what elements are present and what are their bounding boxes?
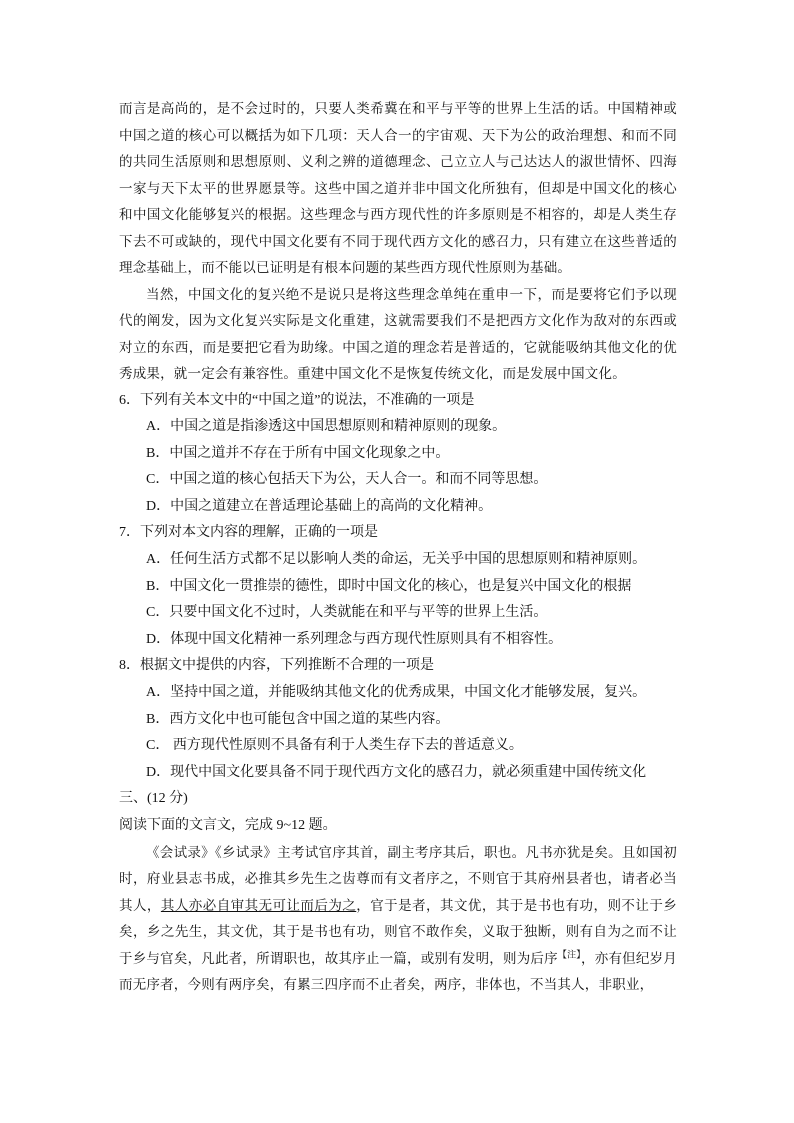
option-a: A．坚持中国之道，并能吸纳其他文化的优秀成果，中国文化才能够发展，复兴。 — [146, 685, 647, 701]
underlined-sentence: 其人亦必自审其无可让而后为之 — [160, 897, 357, 914]
question-6 — [119, 388, 677, 521]
option-c: C．中国之道的核心包括天下为公，天人合一。和而不同等思想。 — [146, 472, 548, 488]
section-heading: 三、(12 分) — [119, 791, 188, 807]
classical-text-part-2: ，官于是者，其文优，其于是书也有功，则不让于乡矣，乡之先生，其文优，其于是书也有功，则官不敢作矣，义取于独断，则有自为之而不让于乡与官矣，凡此者，所谓职也，故其序止一篇，或别有发明，则为后序 — [119, 897, 677, 967]
passage-paragraph-1: 而言是高尚的，是不会过时的，只要人类希冀在和平与平等的世界上生活的话。中国精神或中国之道的核心可以概括为如下几项：天人合一的宇宙观、天下为公的政治理想、和而不同的共同生活原则和思想原则、义利之辨的道德理念、己立立人与己达达人的淑世情怀、四海一家与天下太平的世界愿景等。这些中国之道并非中国文化所独有，但却是中国文化的核心和中国文化能够复兴的根据。这些理念与西方现代性的许多原则是不相容的，却是人类生存下去不可或缺的，现代中国文化要有不同于现代西方文化的感召力，只有建立在这些普适的理念基础上，而不能以已证明是有根本问题的某些西方现代性原则为基础。 — [119, 101, 677, 276]
option-d: D．体现中国文化精神一系列理念与西方现代性原则具有不相容性。 — [146, 631, 563, 647]
question-stem: 7．下列对本文内容的理解，正确的一项是 — [119, 525, 378, 541]
option-d: D．现代中国文化要具备不同于现代西方文化的感召力，就必须重建中国传统文化 — [146, 764, 647, 780]
question-7 — [119, 520, 677, 653]
option-a: A．任何生活方式都不足以影响人类的命运，无关乎中国的思想原则和精神原则。 — [146, 552, 647, 568]
question-stem: 8．根据文中提供的内容，下列推断不合理的一项是 — [119, 658, 434, 674]
option-c: C． 西方现代性原则不具备有利于人类生存下去的普适意义。 — [146, 738, 523, 754]
option-b: B．西方文化中也可能包含中国之道的某些内容。 — [146, 711, 450, 727]
classical-text-part-1: 《会试录》《乡试录》主考试官序其首，副主考序其后，职也。凡书亦犹是矣。且如国初时，府业县志书成，必推其乡先生之齿尊而有文者序之，不则官于其府州县者也，请者必当其人， — [119, 844, 677, 914]
option-c: C．只要中国文化不过时，人类就能在和平与平等的世界上生活。 — [146, 605, 548, 621]
footnote-marker: 【注】 — [557, 950, 582, 961]
question-stem: 6．下列有关本文中的“中国之道”的说法，不准确的一项是 — [119, 392, 475, 408]
classical-text-part-3: ，亦有但纪岁月而无序者，今则有两序矣，有累三四序而不止者矣，两序，非体也，不当其人，非职业， — [119, 950, 678, 994]
section-instruction: 阅读下面的文言文，完成 9~12 题。 — [119, 818, 337, 833]
question-8 — [119, 653, 677, 786]
option-d: D．中国之道建立在普适理论基础上的高尚的文化精神。 — [146, 498, 493, 514]
section-3 — [119, 786, 677, 839]
classical-text-passage — [119, 840, 677, 999]
option-b: B．中国之道并不存在于所有中国文化现象之中。 — [146, 445, 450, 461]
passage-paragraph-2: 当然，中国文化的复兴绝不是说只是将这些理念单纯在重申一下，而是要将它们予以现代的阐发，因为文化复兴实际是文化重建，这就需要我们不是把西方文化作为敌对的东西或对立的东西，而是要把它看为助缘。中国之道的理念若是普适的，它就能吸纳其他文化的优秀成果，就一定会有兼容性。重建中国文化不是恢复传统文化，而是发展中国文化。 — [119, 286, 677, 382]
exam-page — [119, 96, 677, 999]
option-a: A．中国之道是指渗透这中国思想原则和精神原则的现象。 — [146, 419, 507, 435]
option-b: B．中国文化一贯推崇的德性，即时中国文化的核心，也是复兴中国文化的根据 — [146, 578, 632, 594]
